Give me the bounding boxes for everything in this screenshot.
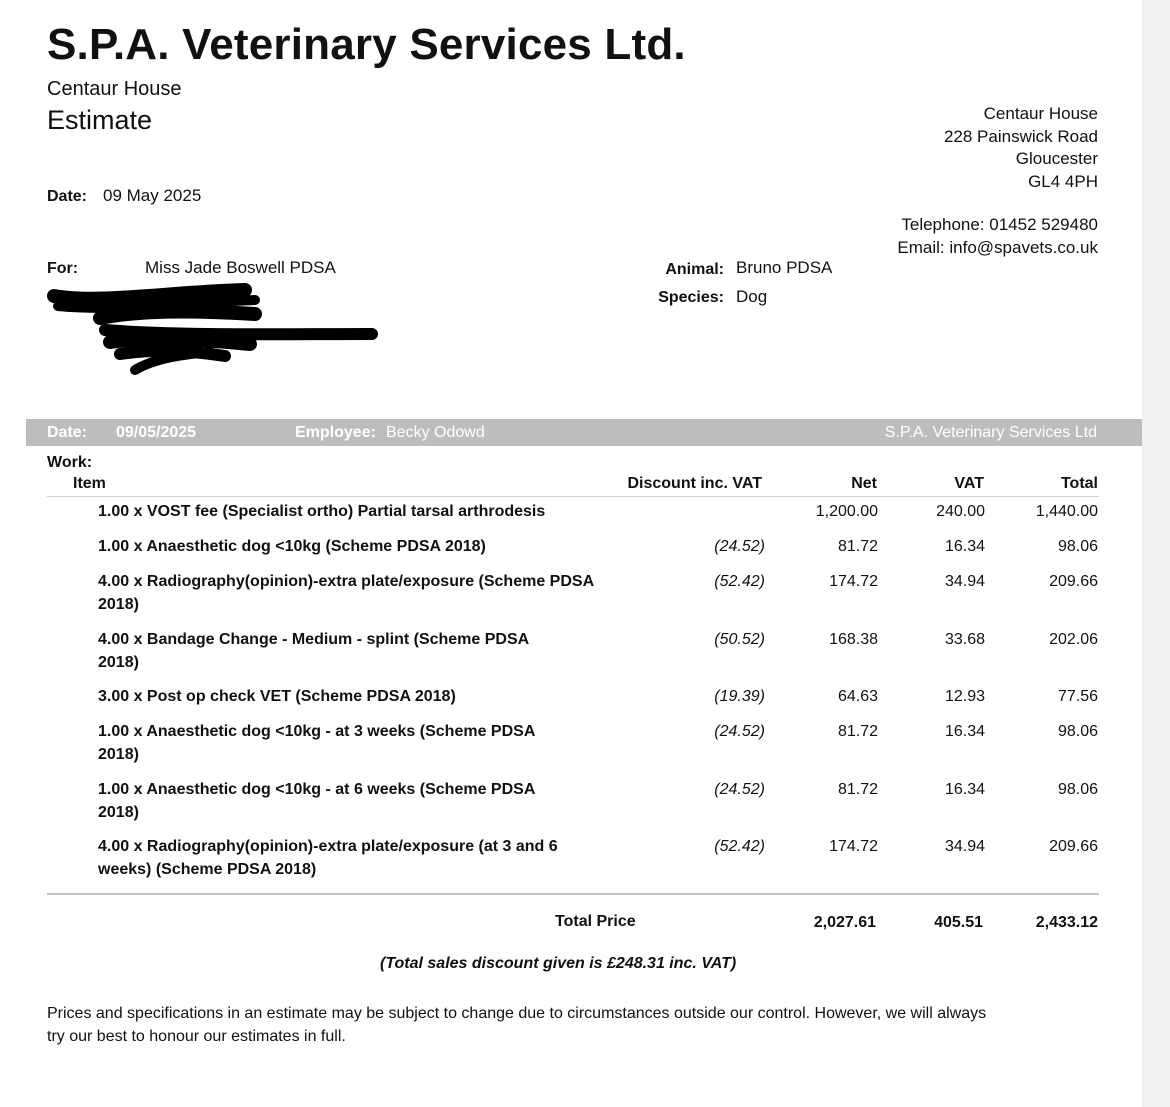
row-discount: (52.42) <box>714 573 765 590</box>
row-description: 4.00 x Bandage Change - Medium - splint (Scheme PDSA 2018) <box>98 631 529 671</box>
row-total: 98.06 <box>1057 723 1098 740</box>
row-vat: 34.94 <box>944 838 985 855</box>
row-vat: 12.93 <box>944 688 985 705</box>
row-discount: (52.42) <box>714 838 765 855</box>
row-total: 209.66 <box>1049 573 1098 590</box>
row-discount: (24.52) <box>714 538 765 555</box>
practice-contact <box>897 214 1098 259</box>
animal-name: Bruno PDSA <box>736 258 833 277</box>
total-vat: 405.51 <box>934 914 983 931</box>
bar-date: 09/05/2025 <box>116 424 197 441</box>
work-label: Work: <box>47 454 93 471</box>
address-line: GL4 4PH <box>1028 171 1098 191</box>
column-header-item: Item <box>73 475 106 492</box>
row-net: 1,200.00 <box>815 503 878 520</box>
row-total: 77.56 <box>1057 688 1098 705</box>
animal-label: Animal: <box>665 261 724 278</box>
row-vat: 33.68 <box>944 631 985 648</box>
redacted-address-scribble <box>40 278 400 383</box>
estimate-info-bar <box>26 419 1142 446</box>
row-discount: (24.52) <box>714 723 765 740</box>
date-value: 09 May 2025 <box>103 186 202 205</box>
client-name: Miss Jade Boswell PDSA <box>145 258 336 277</box>
row-description: 1.00 x Anaesthetic dog <10kg - at 6 weeks (Scheme PDSA 2018) <box>98 781 535 821</box>
row-net: 81.72 <box>837 781 878 798</box>
page-edge <box>1142 0 1170 1107</box>
row-total: 209.66 <box>1049 838 1098 855</box>
row-vat: 240.00 <box>936 503 985 520</box>
address-line: Centaur House <box>983 104 1098 123</box>
species-label: Species: <box>658 289 724 306</box>
address-line: 228 Painswick Road <box>943 126 1098 146</box>
row-description: 1.00 x Anaesthetic dog <10kg - at 3 weeks (Scheme PDSA 2018) <box>98 723 535 763</box>
row-description: 1.00 x Anaesthetic dog <10kg (Scheme PDSA 2018) <box>98 538 486 555</box>
row-discount: (19.39) <box>714 688 765 705</box>
row-vat: 16.34 <box>944 781 985 798</box>
species-value: Dog <box>736 287 768 306</box>
row-net: 174.72 <box>829 838 878 855</box>
employee-label: Employee: <box>295 424 376 441</box>
total-net: 2,027.61 <box>813 914 876 931</box>
row-net: 81.72 <box>837 538 878 555</box>
company-name: S.P.A. Veterinary Services Ltd. <box>47 20 686 69</box>
totals-divider <box>47 893 1099 895</box>
employee-name: Becky Odowd <box>386 424 485 441</box>
telephone: Telephone: 01452 529480 <box>901 215 1098 234</box>
row-net: 64.63 <box>837 688 878 705</box>
row-vat: 34.94 <box>944 573 985 590</box>
date-label: Date: <box>47 188 88 205</box>
row-net: 168.38 <box>829 631 878 648</box>
practice-address <box>944 103 1098 193</box>
row-total: 98.06 <box>1057 538 1098 555</box>
row-net: 81.72 <box>837 723 878 740</box>
column-header-net: Net <box>851 475 877 492</box>
column-header-vat: VAT <box>954 475 984 492</box>
row-total: 98.06 <box>1057 781 1098 798</box>
row-total: 1,440.00 <box>1035 503 1098 520</box>
total-gross: 2,433.12 <box>1035 914 1098 931</box>
address-line: Gloucester <box>1015 149 1098 168</box>
row-description: 1.00 x VOST fee (Specialist ortho) Partial tarsal arthrodesis <box>98 503 546 520</box>
company-subtitle: Centaur House <box>47 78 182 100</box>
row-discount: (50.52) <box>714 631 765 648</box>
row-vat: 16.34 <box>944 723 985 740</box>
column-header-total: Total <box>1060 475 1098 492</box>
row-vat: 16.34 <box>944 538 985 555</box>
total-price-label: Total Price <box>555 913 636 930</box>
disclaimer: Prices and specifications in an estimate may be subject to change due to circumstances outside our control. However, we will always try our best to honour our estimates in full. <box>47 1005 987 1045</box>
row-description: 4.00 x Radiography(opinion)-extra plate/exposure (at 3 and 6 weeks) (Scheme PDSA 2018) <box>98 838 558 878</box>
row-discount: (24.52) <box>714 781 765 798</box>
row-net: 174.72 <box>829 573 878 590</box>
column-header-discount: Discount inc. VAT <box>627 475 762 492</box>
bar-company: S.P.A. Veterinary Services Ltd <box>884 424 1097 441</box>
row-total: 202.06 <box>1049 631 1098 648</box>
row-description: 3.00 x Post op check VET (Scheme PDSA 2018) <box>98 688 456 705</box>
header-divider <box>47 496 1099 497</box>
client-label: For: <box>47 260 79 277</box>
bar-date-label: Date: <box>47 424 88 441</box>
discount-note: (Total sales discount given is £248.31 inc. VAT) <box>380 955 737 972</box>
document-title: Estimate <box>47 105 153 135</box>
row-description: 4.00 x Radiography(opinion)-extra plate/exposure (Scheme PDSA 2018) <box>98 573 594 613</box>
email: Email: info@spavets.co.uk <box>897 237 1098 257</box>
